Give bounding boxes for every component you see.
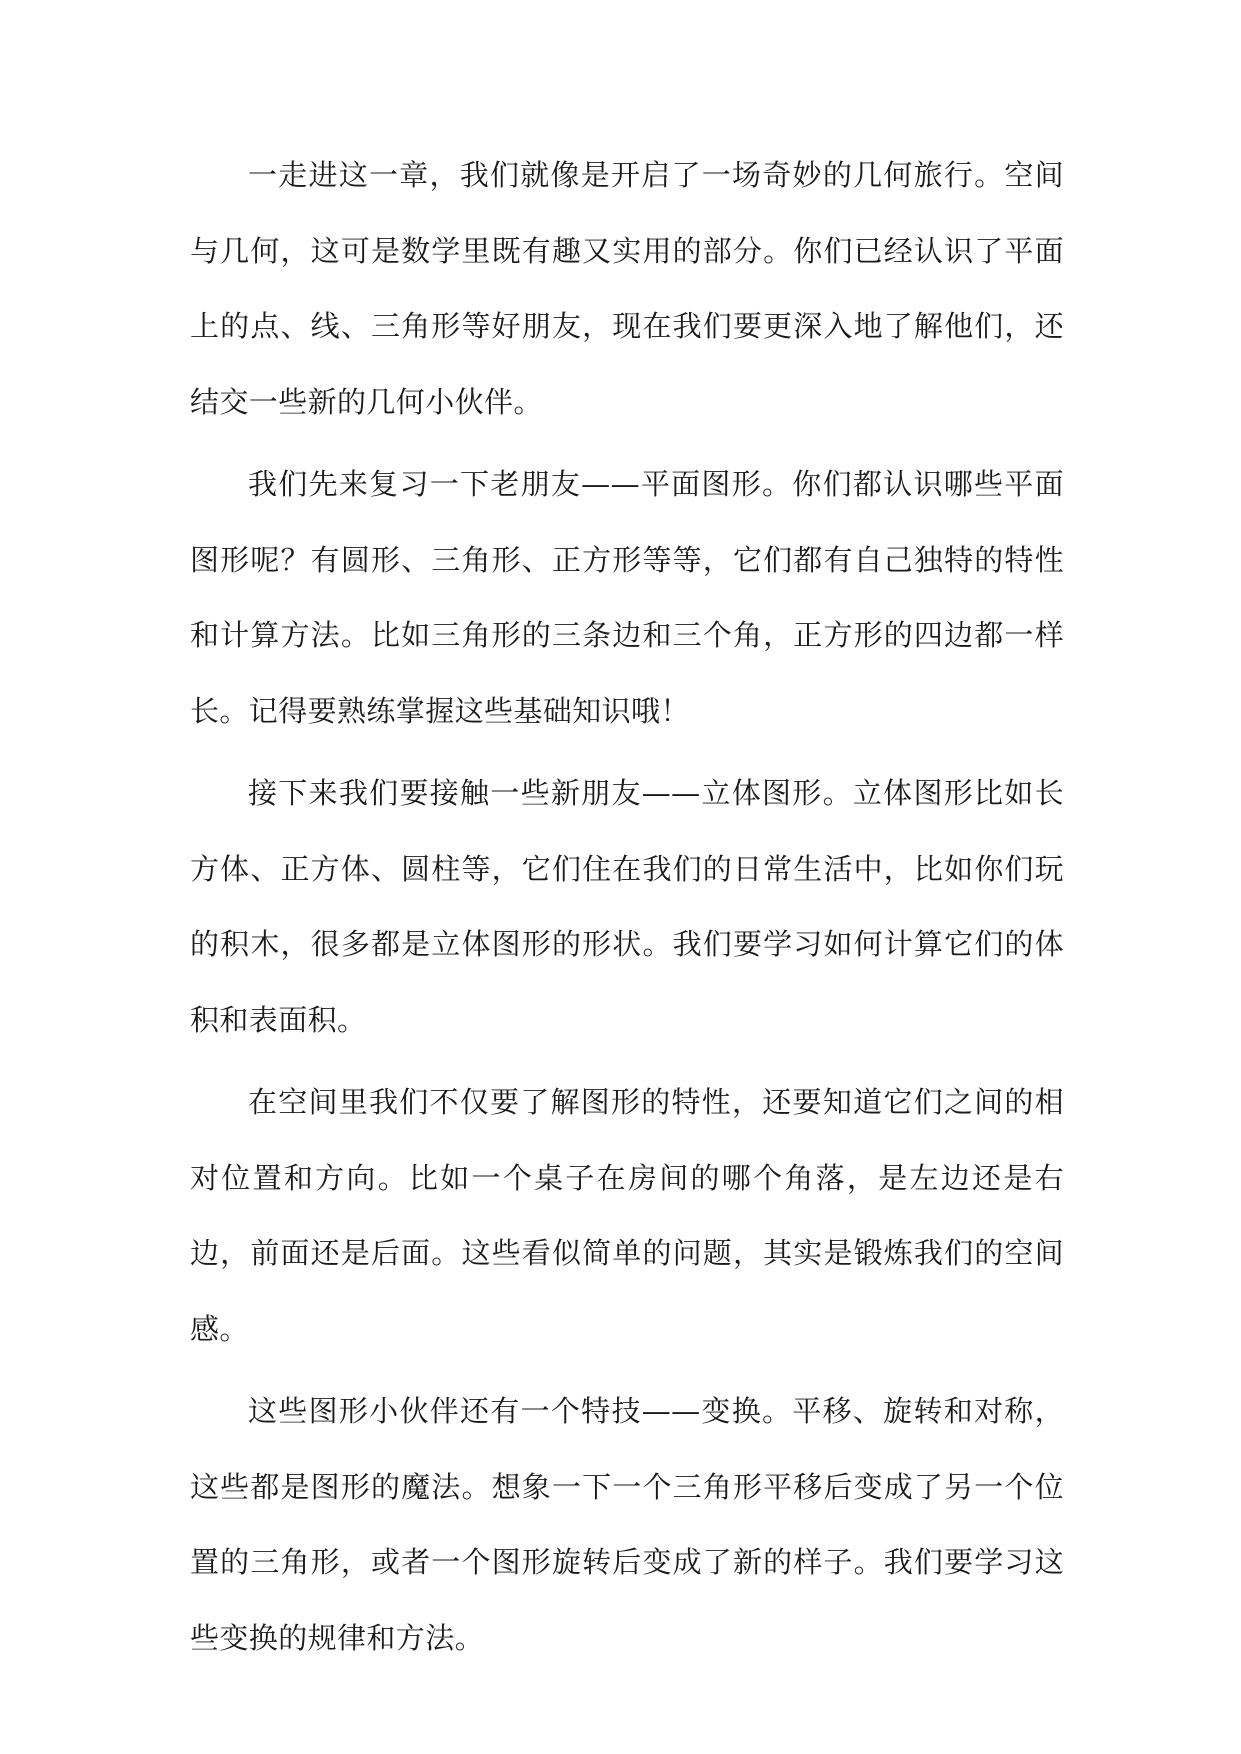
- paragraph-plane-shapes: 我们先来复习一下老朋友——平面图形。你们都认识哪些平面图形呢？有圆形、三角形、正方形等等，它们都有自己独特的特性和计算方法。比如三角形的三条边和三个角，正方形的四边都一样长。记得要熟练掌握这些基础知识哦！: [190, 467, 1064, 728]
- paragraph-intro: 一走进这一章，我们就像是开启了一场奇妙的几何旅行。空间与几何，这可是数学里既有趣又实用的部分。你们已经认识了平面上的点、线、三角形等好朋友，现在我们要更深入地了解他们，还结交一些新的几何小伙伴。: [190, 158, 1064, 419]
- document-body: [190, 138, 1064, 1683]
- paragraph-solid-shapes: 接下来我们要接触一些新朋友——立体图形。立体图形比如长方体、正方体、圆柱等，它们住在我们的日常生活中，比如你们玩的积木，很多都是立体图形的形状。我们要学习如何计算它们的体积和表面积。: [190, 776, 1064, 1037]
- paragraph-transformations: 这些图形小伙伴还有一个特技——变换。平移、旋转和对称，这些都是图形的魔法。想象一下一个三角形平移后变成了另一个位置的三角形，或者一个图形旋转后变成了新的样子。我们要学习这些变换的规律和方法。: [190, 1394, 1064, 1655]
- paragraph-position-direction: 在空间里我们不仅要了解图形的特性，还要知道它们之间的相对位置和方向。比如一个桌子在房间的哪个角落，是左边还是右边，前面还是后面。这些看似简单的问题，其实是锻炼我们的空间感。: [190, 1085, 1064, 1346]
